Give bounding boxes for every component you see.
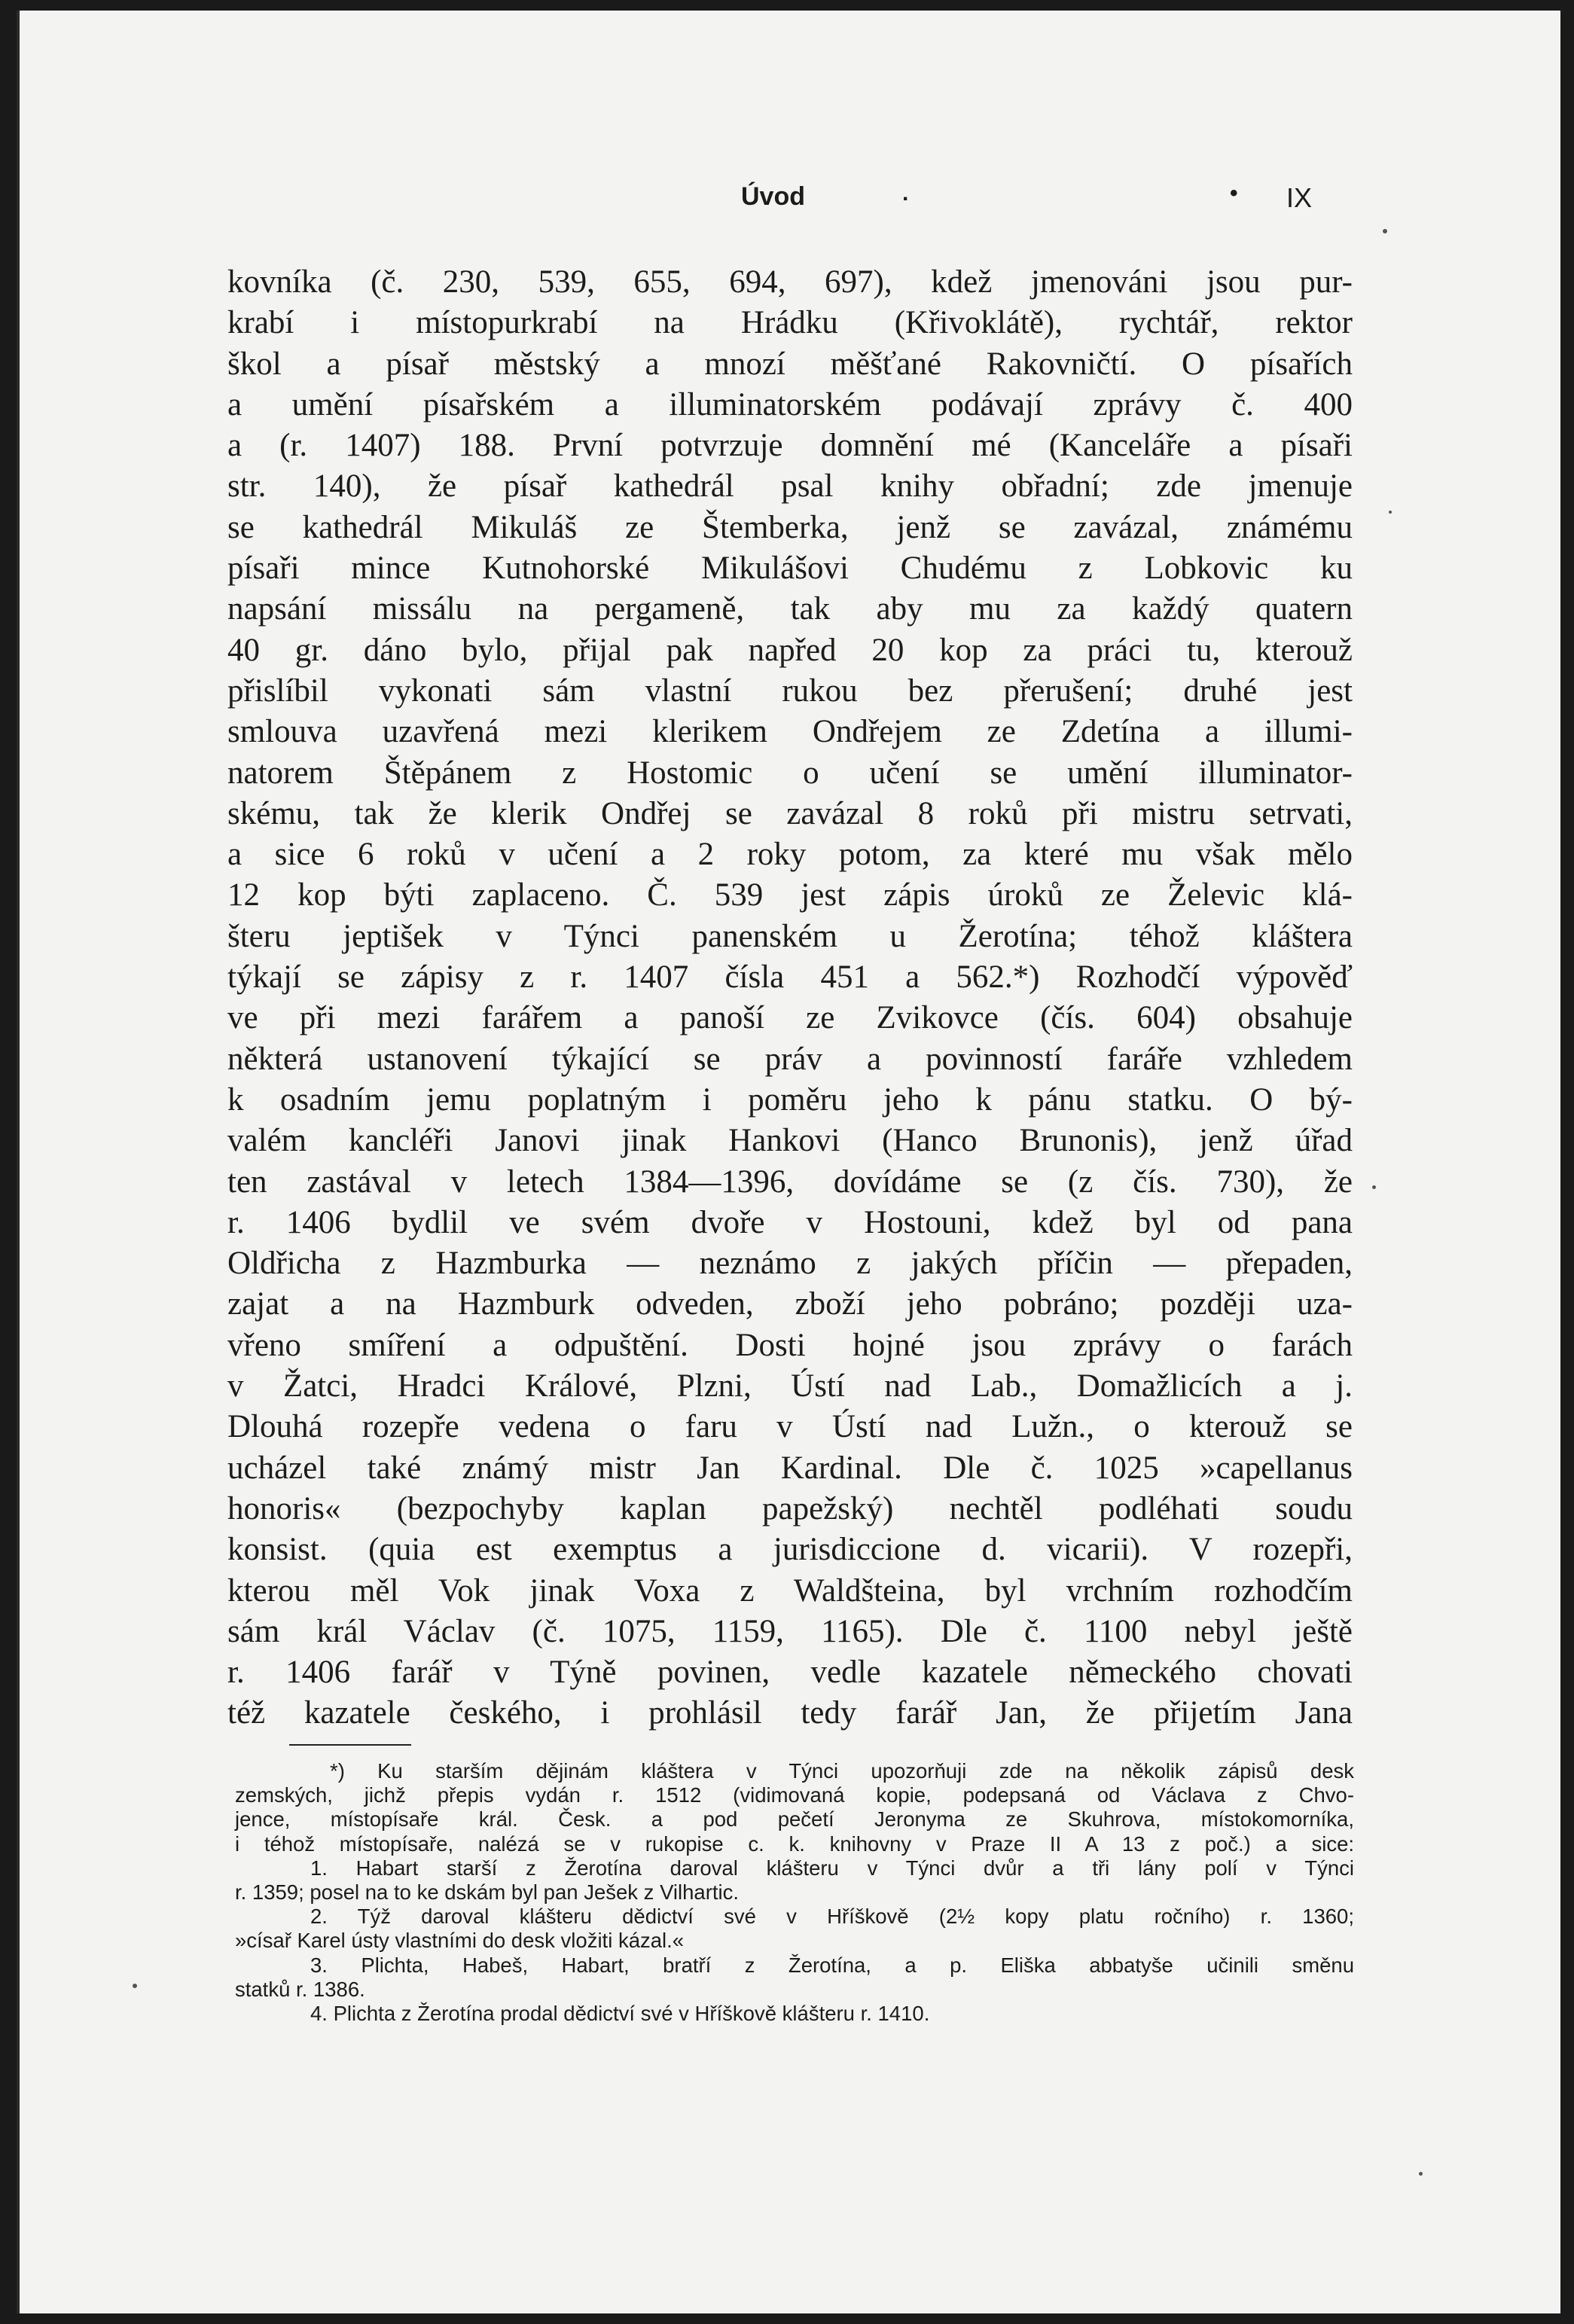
footnote-line: 1. Habart starší z Žerotína daroval klášteru v Týnci dvůr a tři lány polí v Týnci bbox=[310, 1856, 1354, 1880]
footnote-line: 3. Plichta, Habeš, Habart, bratří z Žerotína, a p. Eliška abbatyše učinili směnu bbox=[310, 1953, 1354, 1977]
text-line: honoris« (bezpochyby kaplan papežský) nechtěl podléhati soudu bbox=[227, 1490, 1353, 1526]
text-line: konsist. (quia est exemptus a jurisdiccione d. vicarii). V rozepři, bbox=[227, 1532, 1353, 1568]
text-line: Dlouhá rozepře vedena o faru v Ústí nad Lužn., o kterouž se bbox=[227, 1409, 1353, 1445]
text-line: ve při mezi farářem a panoší ze Zvikovce (čís. 604) obsahuje bbox=[227, 1000, 1353, 1036]
text-line: str. 140), že písař kathedrál psal knihy obřadní; zde jmenuje bbox=[227, 468, 1353, 505]
text-line: valém kancléři Janovi jinak Hankovi (Hanco Brunonis), jenž úřad bbox=[227, 1123, 1353, 1159]
footnote-line: *) Ku starším dějinám kláštera v Týnci upozorňuji zde na několik zápisů desk bbox=[330, 1759, 1354, 1783]
footnote-line: statků r. 1386. bbox=[235, 1977, 365, 2001]
text-line: 40 gr. dáno bylo, přijal pak napřed 20 kop za práci tu, kterouž bbox=[227, 632, 1353, 668]
footnote-line: 4. Plichta z Žerotína prodal dědictví své v Hříškově klášteru r. 1410. bbox=[310, 2002, 930, 2026]
text-line: krabí i místopurkrabí na Hrádku (Křivoklátě), rychtář, rektor bbox=[227, 305, 1353, 341]
text-line: napsání missálu na pergameně, tak aby mu za každý quatern bbox=[227, 591, 1353, 627]
text-line: se kathedrál Mikuláš ze Štemberka, jenž se zavázal, známému bbox=[227, 509, 1353, 545]
header-dot: . bbox=[902, 181, 909, 206]
dust-speck bbox=[133, 1984, 137, 1988]
text-line: škol a písař městský a mnozí měšťané Rakovničtí. O písařích bbox=[227, 346, 1353, 382]
text-line: skému, tak že klerik Ondřej se zavázal 8 roků při mistru setrvati, bbox=[227, 795, 1353, 831]
book-page bbox=[17, 11, 1560, 2313]
footnote-line: jence, místopísaře král. Česk. a pod pečetí Jeronyma ze Skuhrova, místokomorníka, bbox=[235, 1807, 1354, 1831]
running-header bbox=[20, 182, 1560, 220]
text-line: smlouva uzavřená mezi klerikem Ondřejem ze Zdetína a illumi- bbox=[227, 714, 1353, 750]
text-line: a sice 6 roků v učení a 2 roky potom, za které mu však mělo bbox=[227, 837, 1353, 873]
text-line: šteru jeptišek v Týnci panenském u Žerotína; téhož kláštera bbox=[227, 918, 1353, 954]
text-line: sám král Václav (č. 1075, 1159, 1165). Dle č. 1100 nebyl ještě bbox=[227, 1613, 1353, 1649]
dust-speck bbox=[1372, 1185, 1376, 1189]
dust-speck bbox=[1419, 2172, 1423, 2176]
text-line: r. 1406 farář v Týně povinen, vedle kazatele německého chovati bbox=[227, 1655, 1353, 1691]
header-title: Úvod bbox=[741, 182, 805, 211]
text-line: a umění písařském a illuminatorském podávají zprávy č. 400 bbox=[227, 386, 1353, 422]
main-text bbox=[227, 262, 1353, 1734]
dust-speck bbox=[1383, 229, 1387, 233]
text-line: r. 1406 bydlil ve svém dvoře v Hostouni, kdež byl od pana bbox=[227, 1204, 1353, 1240]
page-number: IX bbox=[1286, 182, 1313, 213]
text-line: k osadním jemu poplatným i poměru jeho k pánu statku. O bý- bbox=[227, 1081, 1353, 1118]
text-line: ucházel také známý mistr Jan Kardinal. Dle č. 1025 »capellanus bbox=[227, 1450, 1353, 1486]
text-line: 12 kop býti zaplaceno. Č. 539 jest zápis úroků ze Želevic klá- bbox=[227, 877, 1353, 913]
text-line: ten zastával v letech 1384—1396, dovídáme se (z čís. 730), že bbox=[227, 1164, 1353, 1200]
text-line: přislíbil vykonati sám vlastní rukou bez přerušení; druhé jest bbox=[227, 672, 1353, 709]
footnote-line: i téhož místopísaře, nalézá se v rukopise c. k. knihovny v Praze II A 13 z poč.) a sice: bbox=[235, 1831, 1354, 1856]
text-line: některá ustanovení týkající se práv a povinností faráře vzhledem bbox=[227, 1041, 1353, 1077]
text-line: písaři mince Kutnohorské Mikulášovi Chudému z Lobkovic ku bbox=[227, 551, 1353, 587]
text-line: Oldřicha z Hazmburka — neznámo z jakých příčin — přepaden, bbox=[227, 1246, 1353, 1282]
text-line: týkají se zápisy z r. 1407 čísla 451 a 562.*) Rozhodčí výpověď bbox=[227, 959, 1353, 996]
footnote-line: zemských, jichž přepis vydán r. 1512 (vidimovaná kopie, podepsaná od Václava z Chvo- bbox=[235, 1783, 1354, 1807]
text-line: natorem Štěpánem z Hostomic o učení se umění illuminator- bbox=[227, 755, 1353, 791]
text-line: a (r. 1407) 188. První potvrzuje domnění mé (Kanceláře a písaři bbox=[227, 428, 1353, 464]
footnote-rule bbox=[289, 1744, 411, 1746]
header-dot: • bbox=[1230, 181, 1238, 206]
text-line: kovníka (č. 230, 539, 655, 694, 697), kdež jmenováni jsou pur- bbox=[227, 264, 1353, 300]
footnote-line: 2. Týž daroval klášteru dědictví své v Hříškově (2½ kopy platu ročního) r. 1360; bbox=[310, 1905, 1354, 1929]
text-line: v Žatci, Hradci Králové, Plzni, Ústí nad Lab., Domažlicích a j. bbox=[227, 1368, 1353, 1404]
footnote-line: »císař Karel ústy vlastními do desk vložiti kázal.« bbox=[235, 1929, 685, 1953]
text-line: kterou měl Vok jinak Voxa z Waldšteina, byl vrchním rozhodčím bbox=[227, 1572, 1353, 1609]
footnote-line: r. 1359; posel na to ke dskám byl pan Ješek z Vilhartic. bbox=[235, 1880, 740, 1905]
text-line: též kazatele českého, i prohlásil tedy farář Jan, že přijetím Jana bbox=[227, 1695, 1353, 1731]
dust-speck bbox=[1389, 511, 1392, 514]
text-line: zajat a na Hazmburk odveden, zboží jeho pobráno; později uza- bbox=[227, 1286, 1353, 1322]
text-line: vřeno smíření a odpuštění. Dosti hojné jsou zprávy o farách bbox=[227, 1327, 1353, 1363]
footnotes bbox=[235, 1759, 1354, 2026]
